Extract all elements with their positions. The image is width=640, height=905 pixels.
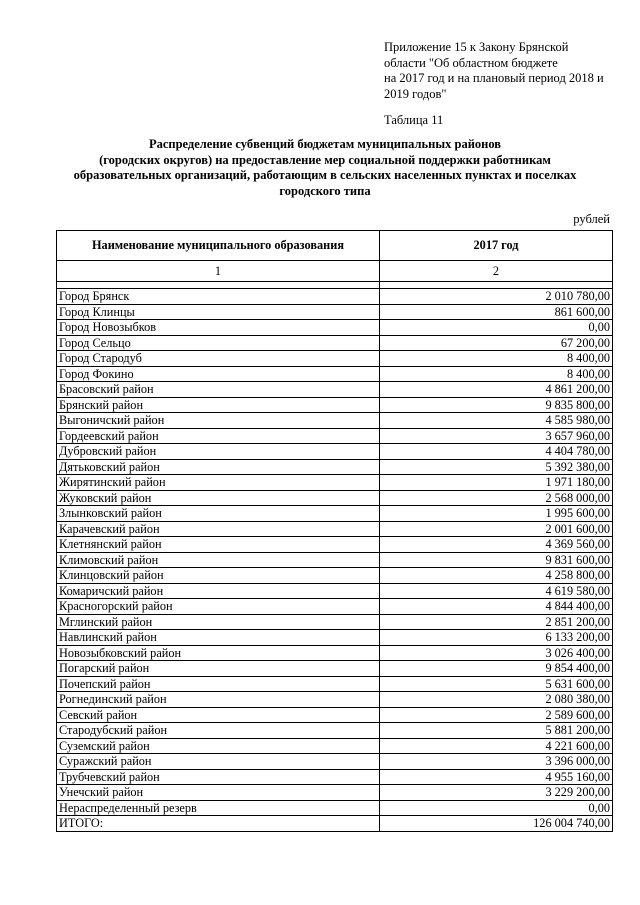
row-name: Трубчевский район (57, 769, 380, 785)
row-name: Город Фокино (57, 366, 380, 382)
row-value: 3 026 400,00 (380, 645, 613, 661)
table-number: Таблица 11 (384, 113, 444, 127)
row-name: Климовский район (57, 552, 380, 568)
row-value: 0,00 (380, 320, 613, 336)
subventions-table (56, 230, 613, 832)
row-name: Город Сельцо (57, 335, 380, 351)
table-row (57, 568, 613, 584)
table-body (57, 282, 613, 832)
row-value: 2 568 000,00 (380, 490, 613, 506)
table-row (57, 444, 613, 460)
document-title (40, 137, 610, 199)
row-name: Брянский район (57, 397, 380, 413)
row-name: Гордеевский район (57, 428, 380, 444)
row-name: Дятьковский район (57, 459, 380, 475)
row-value: 4 258 800,00 (380, 568, 613, 584)
row-value: 1 971 180,00 (380, 475, 613, 491)
header-name: Наименование муниципального образования (57, 231, 380, 261)
table-row (57, 490, 613, 506)
header-year: 2017 год (380, 231, 613, 261)
row-value: 3 657 960,00 (380, 428, 613, 444)
row-value: 861 600,00 (380, 304, 613, 320)
row-value: 9 854 400,00 (380, 661, 613, 677)
appendix-line: на 2017 год и на плановый период 2018 и (384, 71, 604, 85)
row-value: 9 835 800,00 (380, 397, 613, 413)
row-name: Мглинский район (57, 614, 380, 630)
table-row (57, 366, 613, 382)
title-line: (городских округов) на предоставление мер социальной поддержки работникам (99, 152, 551, 167)
row-value: 67 200,00 (380, 335, 613, 351)
row-value: 2 851 200,00 (380, 614, 613, 630)
row-name: Нераспределенный резерв (57, 800, 380, 816)
table-row (57, 676, 613, 692)
table-row (57, 320, 613, 336)
row-value: 2 080 380,00 (380, 692, 613, 708)
row-name: Город Брянск (57, 289, 380, 305)
table-row (57, 800, 613, 816)
appendix-line: области "Об областном бюджете (384, 55, 558, 70)
unit-label: рублей (573, 212, 610, 226)
row-name: Город Новозыбков (57, 320, 380, 336)
row-name: Жуковский район (57, 490, 380, 506)
table-row (57, 754, 613, 770)
row-name: Город Стародуб (57, 351, 380, 367)
column-number-2: 2 (380, 261, 613, 282)
row-value: 5 631 600,00 (380, 676, 613, 692)
row-name: Рогнединский район (57, 692, 380, 708)
row-name: Жирятинский район (57, 475, 380, 491)
table-row (57, 692, 613, 708)
row-name: Стародубский район (57, 723, 380, 739)
table-row (57, 537, 613, 553)
row-name: Брасовский район (57, 382, 380, 398)
row-value: 1 995 600,00 (380, 506, 613, 522)
row-value: 2 589 600,00 (380, 707, 613, 723)
table-row (57, 475, 613, 491)
row-value: 3 229 200,00 (380, 785, 613, 801)
row-value: 5 392 380,00 (380, 459, 613, 475)
row-name: Новозыбковский район (57, 645, 380, 661)
row-value: 4 369 560,00 (380, 537, 613, 553)
row-name: Город Клинцы (57, 304, 380, 320)
row-name: Дубровский район (57, 444, 380, 460)
table-row (57, 630, 613, 646)
row-value: 2 010 780,00 (380, 289, 613, 305)
title-line: городского типа (279, 183, 371, 198)
appendix-line: 2019 годов" (384, 86, 447, 101)
total-row (57, 816, 613, 832)
spacer-row (57, 282, 613, 289)
table-row (57, 599, 613, 615)
row-value: 5 881 200,00 (380, 723, 613, 739)
table-row (57, 459, 613, 475)
table-row (57, 723, 613, 739)
row-value: 4 955 160,00 (380, 769, 613, 785)
table-row (57, 583, 613, 599)
row-value: 9 831 600,00 (380, 552, 613, 568)
row-value: 8 400,00 (380, 351, 613, 367)
row-name: Комаричский район (57, 583, 380, 599)
table-row (57, 351, 613, 367)
row-value: 2 001 600,00 (380, 521, 613, 537)
table-row (57, 428, 613, 444)
column-number-1: 1 (57, 261, 380, 282)
table-row (57, 506, 613, 522)
table-row (57, 521, 613, 537)
row-name: Навлинский район (57, 630, 380, 646)
row-name: Погарский район (57, 661, 380, 677)
table-row (57, 413, 613, 429)
table-row (57, 661, 613, 677)
table-row (57, 552, 613, 568)
row-name: Клинцовский район (57, 568, 380, 584)
row-name: Красногорский район (57, 599, 380, 615)
table-row (57, 738, 613, 754)
row-name: Клетнянский район (57, 537, 380, 553)
appendix-note (384, 40, 624, 102)
row-value: 4 844 400,00 (380, 599, 613, 615)
table-row (57, 382, 613, 398)
row-value: 4 619 580,00 (380, 583, 613, 599)
row-name: Карачевский район (57, 521, 380, 537)
row-name: Выгоничский район (57, 413, 380, 429)
row-value: 6 133 200,00 (380, 630, 613, 646)
row-value: 4 861 200,00 (380, 382, 613, 398)
row-value: 0,00 (380, 800, 613, 816)
row-name: Почепский район (57, 676, 380, 692)
row-name: Суземский район (57, 738, 380, 754)
row-value: 4 221 600,00 (380, 738, 613, 754)
row-name: Суражский район (57, 754, 380, 770)
appendix-line: Приложение 15 к Закону Брянской (384, 40, 569, 54)
title-line: Распределение субвенций бюджетам муниципальных районов (148, 137, 502, 151)
table-row (57, 304, 613, 320)
row-value: 4 585 980,00 (380, 413, 613, 429)
row-name: Севский район (57, 707, 380, 723)
table-row (57, 707, 613, 723)
row-value: 3 396 000,00 (380, 754, 613, 770)
table-row (57, 785, 613, 801)
row-value: 8 400,00 (380, 366, 613, 382)
table-row (57, 645, 613, 661)
row-name: Унечский район (57, 785, 380, 801)
table-row (57, 614, 613, 630)
row-value: 126 004 740,00 (380, 816, 613, 832)
table-row (57, 397, 613, 413)
row-name: Злынковский район (57, 506, 380, 522)
table-row (57, 289, 613, 305)
row-value: 4 404 780,00 (380, 444, 613, 460)
table-row (57, 335, 613, 351)
table-row (57, 769, 613, 785)
title-line: образовательных организаций, работающим в сельских населенных пунктах и поселках (73, 168, 577, 182)
row-name: ИТОГО: (57, 816, 380, 832)
